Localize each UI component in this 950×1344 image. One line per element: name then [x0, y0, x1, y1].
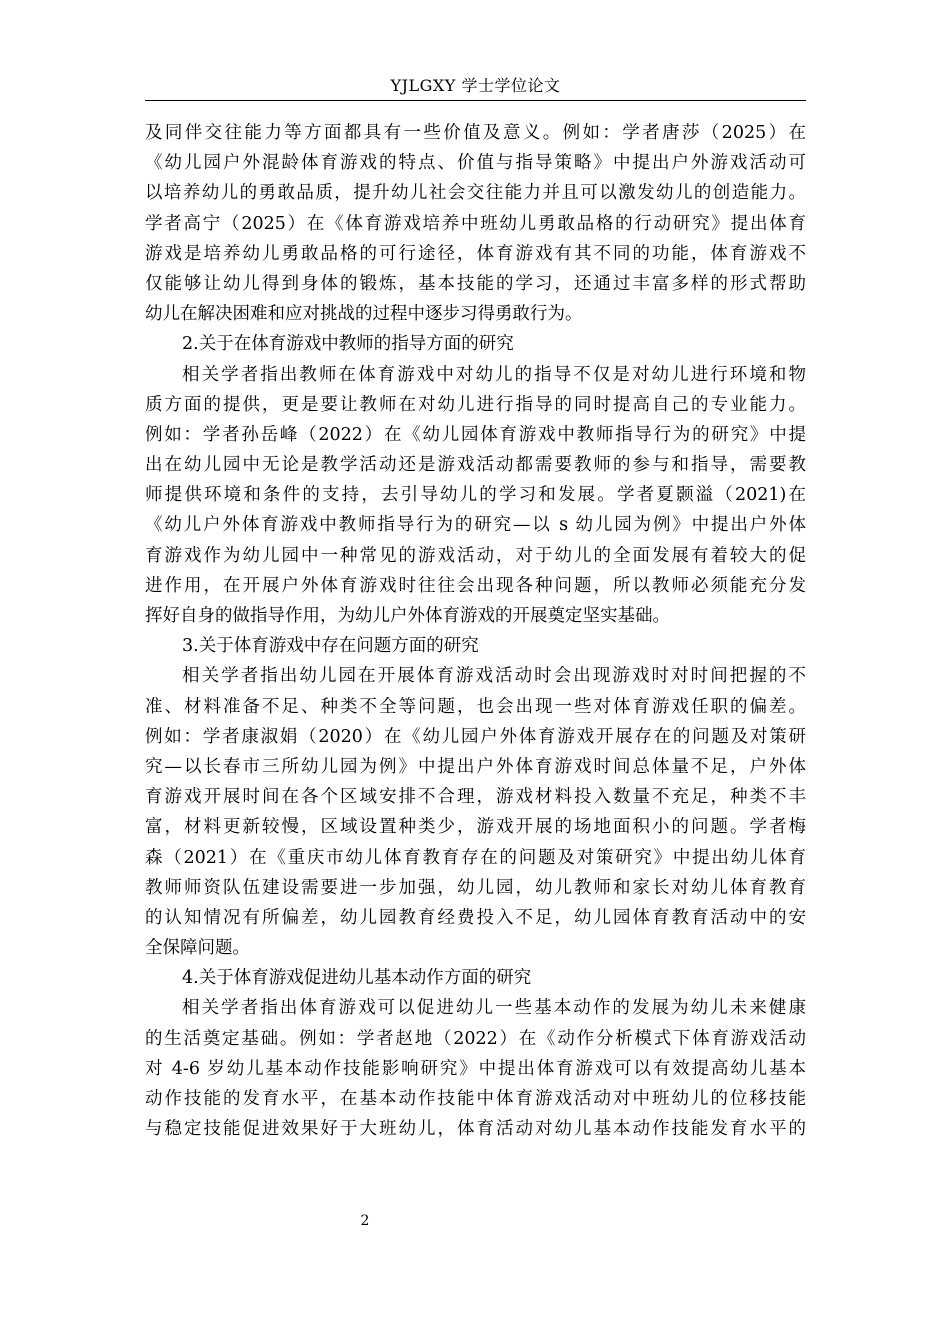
text-line: 森（2021）在《重庆市幼儿体育教育存在的问题及对策研究》中提出幼儿体育: [145, 847, 806, 868]
text-line: 与稳定技能促进效果好于大班幼儿，体育活动对幼儿基本动作技能发育水平的: [145, 1119, 806, 1140]
text-line: 究—以长春市三所幼儿园为例》中提出户外体育游戏时间总体量不足，户外体: [145, 756, 806, 777]
text-line: 质方面的提供，更是要让教师在对幼儿进行指导的同时提高自己的专业能力。: [145, 394, 806, 415]
text-line: 对 4-6 岁幼儿基本动作技能影响研究》中提出体育游戏可以有效提高幼儿基本: [145, 1058, 806, 1079]
header-divider: [145, 100, 806, 101]
text-line: 例如：学者康淑娟（2020）在《幼儿园户外体育游戏开展存在的问题及对策研: [145, 726, 806, 747]
section-heading: 4.关于体育游戏促进幼儿基本动作方面的研究: [182, 968, 532, 989]
text-line: 以培养幼儿的勇敢品质，提升幼儿社会交往能力并且可以激发幼儿的创造能力。: [145, 183, 806, 204]
text-line: 及同伴交往能力等方面都具有一些价值及意义。例如：学者唐莎（2025）在: [145, 123, 806, 143]
section-heading: 2.关于在体育游戏中教师的指导方面的研究: [182, 334, 514, 355]
text-line: 学者高宁（2025）在《体育游戏培养中班幼儿勇敢品格的行动研究》提出体育: [145, 213, 806, 234]
text-line: 动作技能的发育水平，在基本动作技能中体育游戏活动对中班幼儿的位移技能: [145, 1089, 806, 1109]
text-line: 育游戏开展时间在各个区域安排不合理，游戏材料投入数量不充足，种类不丰: [145, 787, 806, 808]
text-line: 的认知情况有所偏差，幼儿园教育经费投入不足，幼儿园体育教育活动中的安: [145, 907, 806, 928]
text-line: 《幼儿户外体育游戏中教师指导行为的研究—以 s 幼儿园为例》中提出户外体: [145, 515, 806, 536]
text-line: 全保障问题。: [145, 938, 250, 959]
text-line: 师提供环境和条件的支持，去引导幼儿的学习和发展。学者夏颢溢（2021)在: [145, 485, 806, 506]
text-line: 富，材料更新较慢，区域设置种类少，游戏开展的场地面积小的问题。学者梅: [145, 817, 806, 838]
text-line: 例如：学者孙岳峰（2022）在《幼儿园体育游戏中教师指导行为的研究》中提: [145, 424, 806, 445]
text-line: 相关学者指出幼儿园在开展体育游戏活动时会出现游戏时对时间把握的不: [182, 666, 806, 687]
text-line: 挥好自身的做指导作用，为幼儿户外体育游戏的开展奠定坚实基础。: [145, 606, 670, 626]
running-header: YJLGXY 学士学位论文: [390, 76, 561, 95]
page-number: 2: [360, 1213, 370, 1229]
section-heading: 3.关于体育游戏中存在问题方面的研究: [182, 636, 479, 657]
text-line: 准、材料准备不足、种类不全等问题，也会出现一些对体育游戏任职的偏差。: [145, 696, 806, 717]
text-line: 幼儿在解决困难和应对挑战的过程中逐步习得勇敢行为。: [145, 304, 583, 325]
text-line: 相关学者指出教师在体育游戏中对幼儿的指导不仅是对幼儿进行环境和物: [182, 364, 806, 385]
body-text: [145, 118, 806, 1144]
text-line: 教师师资队伍建设需要进一步加强，幼儿园，幼儿教师和家长对幼儿体育教育: [145, 877, 806, 898]
text-line: 游戏是培养幼儿勇敢品格的可行途径，体育游戏有其不同的功能，体育游戏不: [145, 243, 806, 264]
text-line: 育游戏作为幼儿园中一种常见的游戏活动，对于幼儿的全面发展有着较大的促: [145, 545, 806, 566]
text-line: 仅能够让幼儿得到身体的锻炼，基本技能的学习，还通过丰富多样的形式帮助: [145, 273, 806, 294]
text-line: 相关学者指出体育游戏可以促进幼儿一些基本动作的发展为幼儿未来健康: [182, 998, 806, 1019]
text-line: 的生活奠定基础。例如：学者赵地（2022）在《动作分析模式下体育游戏活动: [145, 1028, 806, 1049]
text-line: 出在幼儿园中无论是教学活动还是游戏活动都需要教师的参与和指导，需要教: [145, 455, 806, 476]
text-line: 《幼儿园户外混龄体育游戏的特点、价值与指导策略》中提出户外游戏活动可: [145, 153, 806, 174]
text-line: 进作用，在开展户外体育游戏时往往会出现各种问题，所以教师必须能充分发: [145, 575, 806, 596]
